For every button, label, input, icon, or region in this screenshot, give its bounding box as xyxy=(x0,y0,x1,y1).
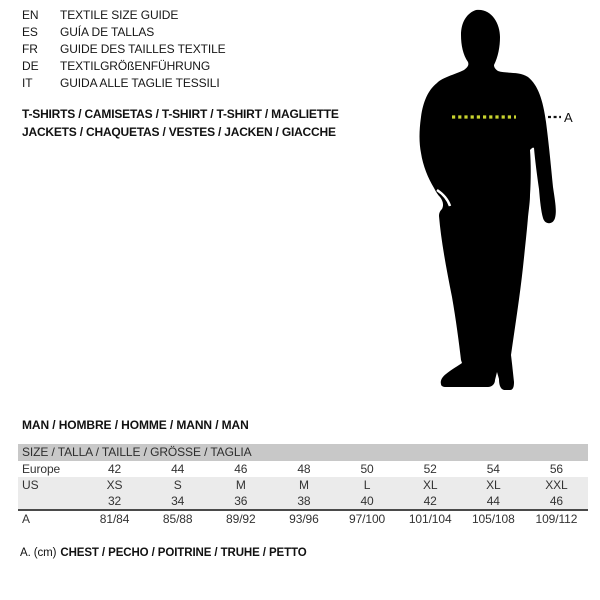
language-code: ES xyxy=(22,25,38,39)
size-cell: 38 xyxy=(297,494,311,508)
size-table-header: SIZE / TALLA / TAILLE / GRÖSSE / TAGLIA xyxy=(18,444,588,461)
measure-label-a: A xyxy=(564,110,573,125)
size-cell: 81/84 xyxy=(99,512,130,526)
size-row-numeric xyxy=(18,493,588,509)
row-label: A xyxy=(22,512,30,526)
language-row-de xyxy=(22,58,226,75)
size-cell: 46 xyxy=(234,462,248,476)
size-cell: S xyxy=(173,478,182,492)
size-cell: XL xyxy=(486,478,501,492)
language-code: EN xyxy=(22,8,39,22)
language-label: TEXTILE SIZE GUIDE xyxy=(60,8,179,22)
size-cell: 85/88 xyxy=(162,512,193,526)
size-cell: XL xyxy=(422,478,438,492)
size-cell: 105/108 xyxy=(471,512,515,526)
language-list xyxy=(22,7,226,92)
size-cell: L xyxy=(363,478,371,492)
size-row-a xyxy=(18,509,588,528)
size-cell: 52 xyxy=(423,462,437,476)
size-cell: 109/112 xyxy=(535,512,578,526)
footnote-text: CHEST / PECHO / POITRINE / TRUHE / PETTO xyxy=(60,547,307,559)
size-cell: M xyxy=(298,478,309,492)
size-cell: 56 xyxy=(549,462,564,476)
product-line-jackets: JACKETS / CHAQUETAS / VESTES / JACKEN / GIACCHE xyxy=(22,124,336,139)
size-cell: 44 xyxy=(486,494,500,508)
size-cell: 50 xyxy=(360,462,374,476)
size-row-europe xyxy=(18,461,588,477)
size-cell: M xyxy=(235,478,246,492)
size-cell: 42 xyxy=(107,462,122,476)
size-cell: XS xyxy=(106,478,123,492)
size-cell: 46 xyxy=(549,494,564,508)
language-code: FR xyxy=(22,42,38,56)
size-cell: 36 xyxy=(234,494,248,508)
size-cell: 54 xyxy=(486,462,500,476)
language-row-it xyxy=(22,75,226,92)
size-cell: 93/96 xyxy=(289,512,319,526)
man-silhouette xyxy=(420,10,556,390)
measurement-footnote xyxy=(20,547,307,559)
size-cell: 40 xyxy=(360,494,374,508)
footnote-prefix: A. (cm) xyxy=(20,547,57,559)
size-cell: 42 xyxy=(423,494,437,508)
product-line-tshirts: T-SHIRTS / CAMISETAS / T-SHIRT / T-SHIRT / MAGLIETTE xyxy=(22,107,339,121)
product-category-list xyxy=(22,106,339,141)
size-cell: 89/92 xyxy=(226,512,256,526)
language-code: IT xyxy=(22,76,33,90)
size-cell: 44 xyxy=(171,462,185,476)
size-row-us xyxy=(18,477,588,493)
size-cell: 48 xyxy=(297,462,311,476)
language-row-es xyxy=(22,24,226,41)
size-cell: 32 xyxy=(107,494,122,508)
language-label: TEXTILGRÖßENFÜHRUNG xyxy=(60,59,211,73)
man-silhouette-figure xyxy=(412,5,592,395)
language-label: GUIDE DES TAILLES TEXTILE xyxy=(60,42,226,56)
size-cell: 97/100 xyxy=(349,512,386,526)
language-label: GUIDA ALLE TAGLIE TESSILI xyxy=(60,76,220,90)
language-row-fr xyxy=(22,41,226,58)
language-code: DE xyxy=(22,59,39,73)
row-label xyxy=(18,493,83,509)
size-table xyxy=(18,444,588,528)
size-cell: 101/104 xyxy=(408,512,452,526)
section-title-man: MAN / HOMBRE / HOMME / MANN / MAN xyxy=(22,418,249,432)
size-cell: 34 xyxy=(171,494,185,508)
size-table-body xyxy=(18,461,588,528)
size-cell: XXL xyxy=(545,478,568,492)
row-label: Europe xyxy=(22,462,61,476)
row-label: US xyxy=(22,478,39,492)
language-label: GUÍA DE TALLAS xyxy=(60,25,155,39)
language-row-en xyxy=(22,7,226,24)
